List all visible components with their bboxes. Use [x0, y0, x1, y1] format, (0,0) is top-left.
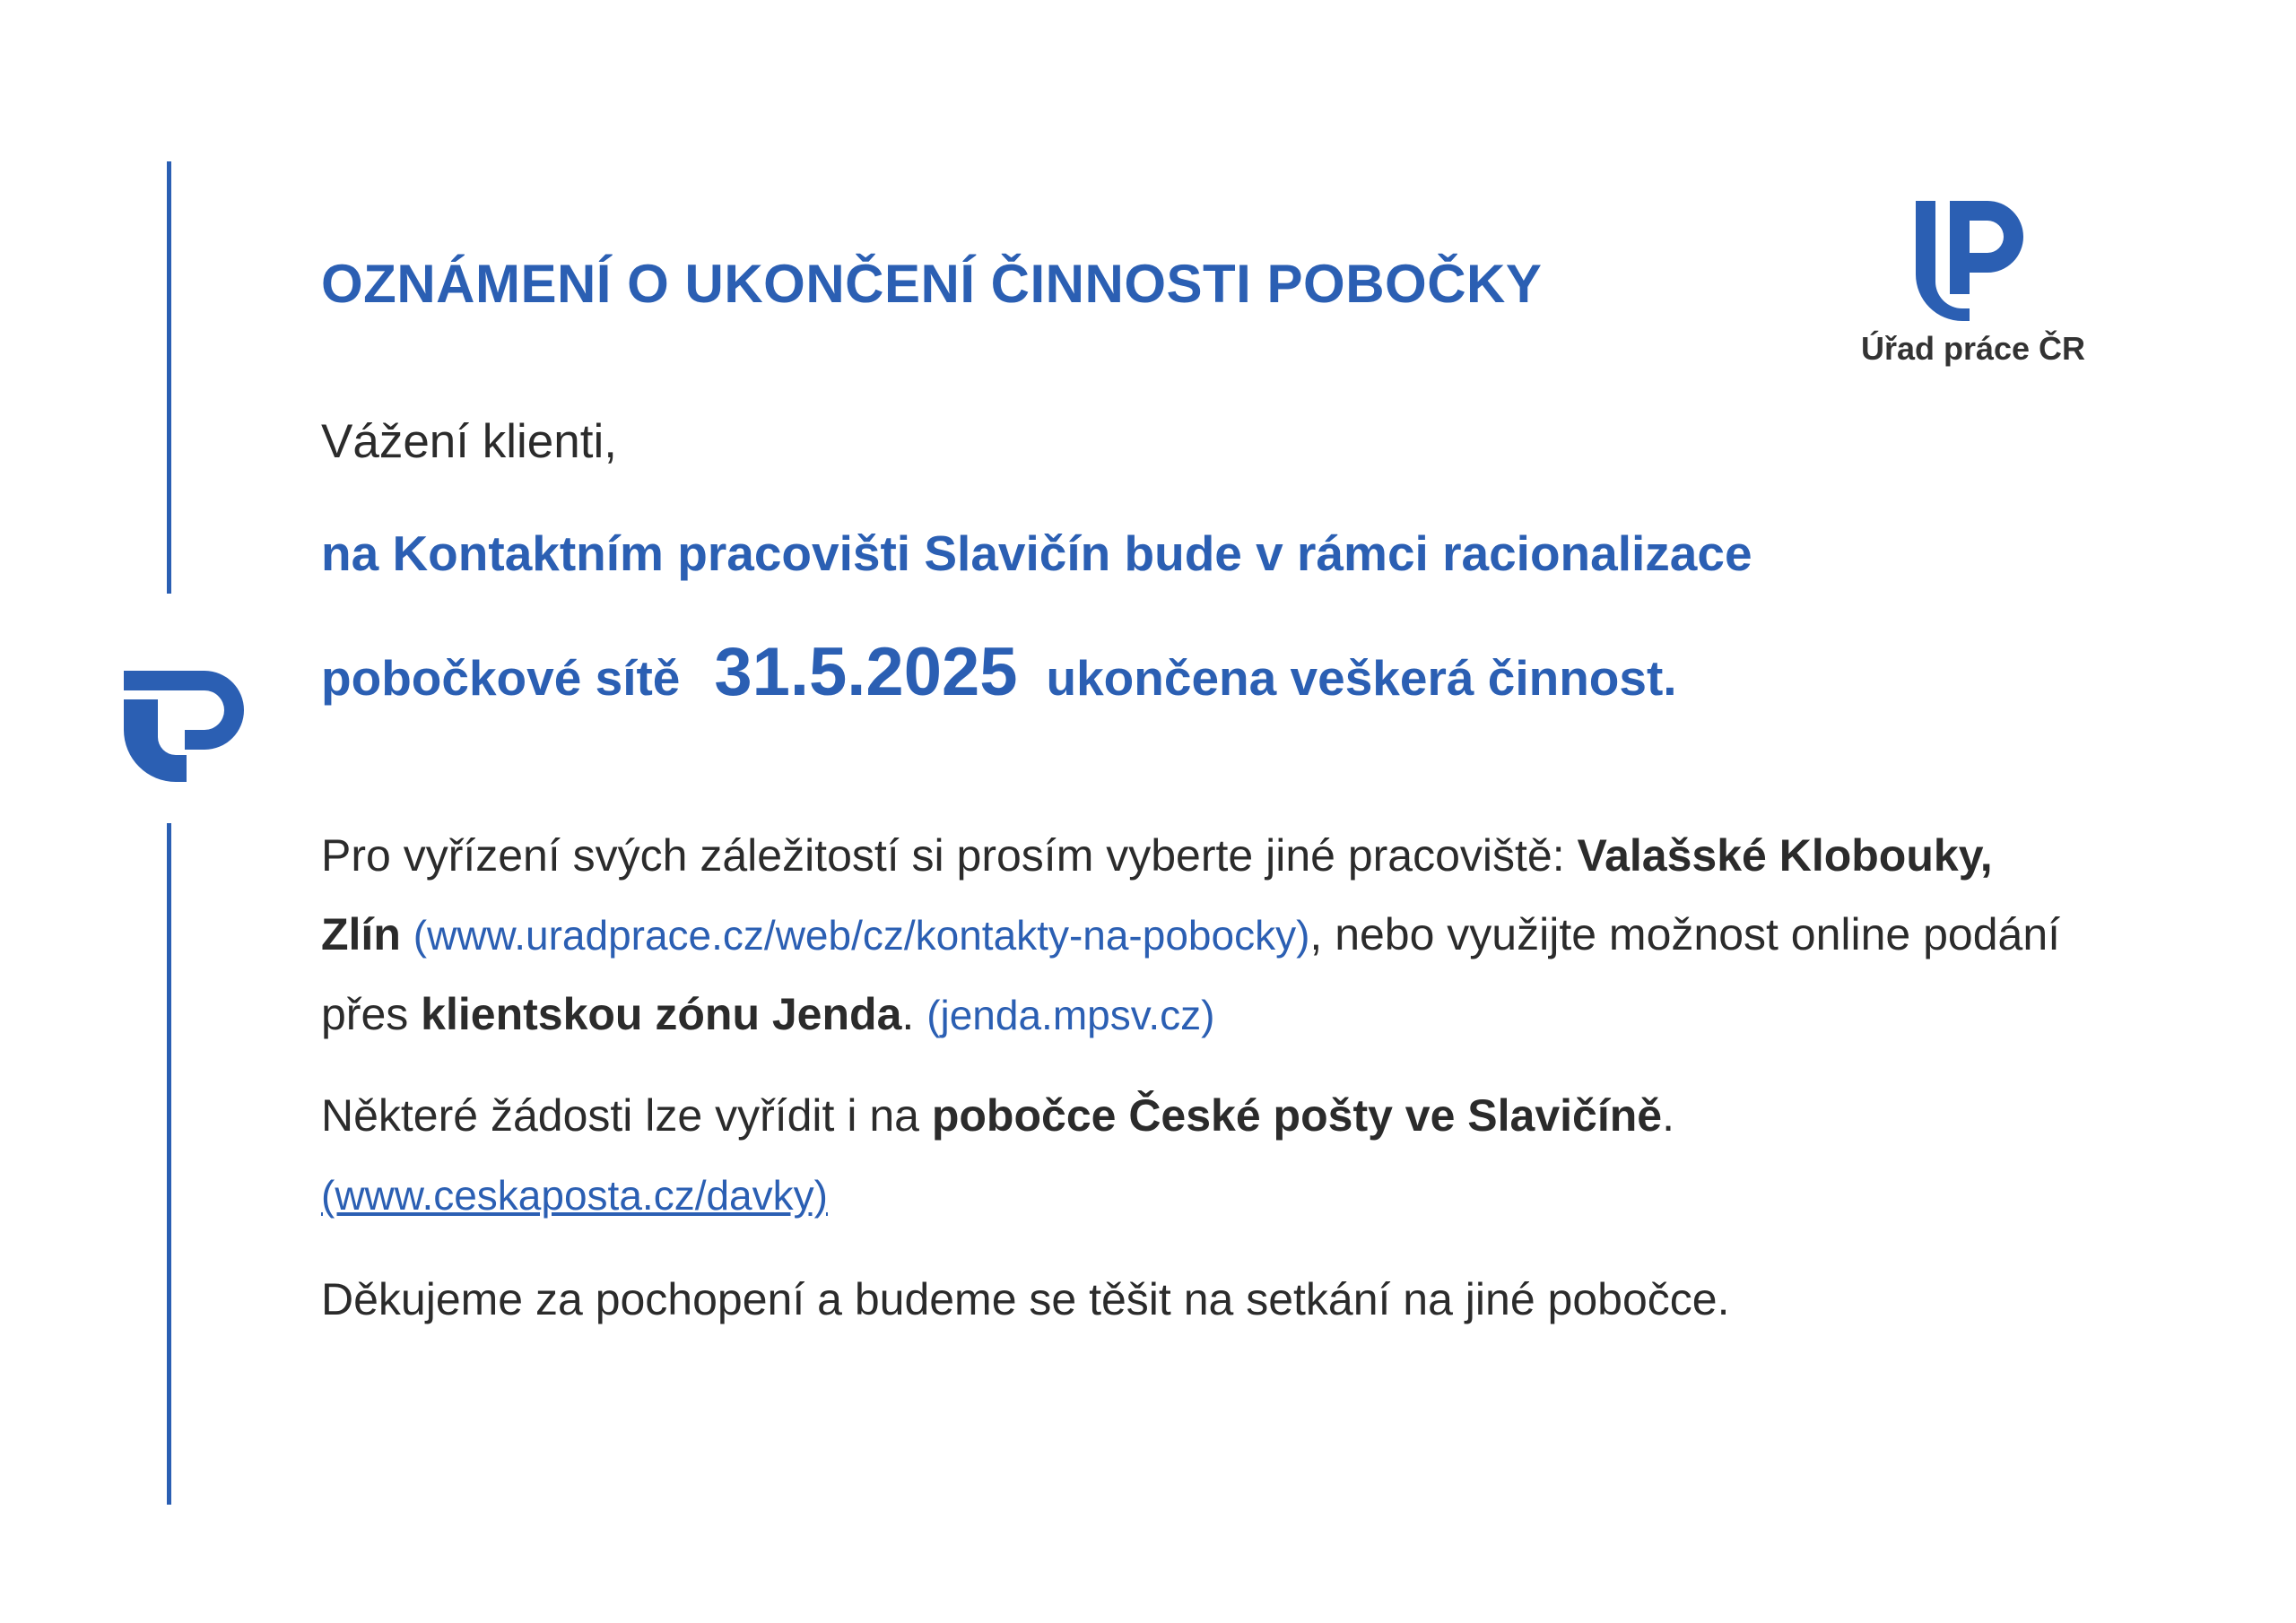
p1-bold-jenda: klientskou zónu Jenda	[421, 989, 902, 1039]
p1-text-c: .	[901, 989, 927, 1039]
greeting: Vážení klienti,	[321, 415, 617, 468]
p1-text-b: , nebo využijte možnost online podání přes	[321, 909, 2061, 1039]
logo-caption: Úřad práce ČR	[1860, 330, 2086, 367]
branches-link[interactable]: (www.uradprace.cz/web/cz/kontakty-na-pobocky)	[413, 912, 1310, 959]
lead-line-2-after: ukončena veškerá činnost.	[1046, 650, 1677, 706]
paragraph-alternatives	[321, 816, 2070, 1055]
jenda-link[interactable]: (jenda.mpsv.cz)	[926, 992, 1215, 1038]
lead-line-2	[321, 628, 1677, 723]
left-border-line-bottom	[167, 823, 171, 1505]
closing-date: 31.5.2025	[714, 634, 1018, 710]
p1-text-a: Pro vyřízení svých záležitostí si prosím vyberte jiné pracoviště:	[321, 830, 1578, 881]
page-title: OZNÁMENÍ O UKONČENÍ ČINNOSTI POBOČKY	[321, 254, 1543, 314]
p2-text-b: .	[1662, 1090, 1675, 1141]
p1-bold-branches: Valašské Klobouky, Zlín	[321, 830, 1993, 959]
p2-text-a: Některé žádosti lze vyřídit i na	[321, 1090, 932, 1141]
left-border-line-top	[167, 161, 171, 594]
urad-prace-corner-logo-icon	[1910, 195, 2032, 321]
urad-prace-logo-icon	[122, 664, 248, 789]
lead-line-2-before: pobočkové sítě	[321, 650, 681, 706]
paragraph-thanks: Děkujeme za pochopení a budeme se těšit na setkání na jiné pobočce.	[321, 1274, 1730, 1324]
ceskaposta-link[interactable]: (www.ceskaposta.cz/davky)	[321, 1172, 828, 1219]
lead-line-1: na Kontaktním pracovišti Slavičín bude v rámci racionalizace	[321, 525, 1752, 581]
p2-bold-post: pobočce České pošty ve Slavičíně	[931, 1090, 1663, 1141]
paragraph-czech-post	[321, 1076, 2070, 1235]
